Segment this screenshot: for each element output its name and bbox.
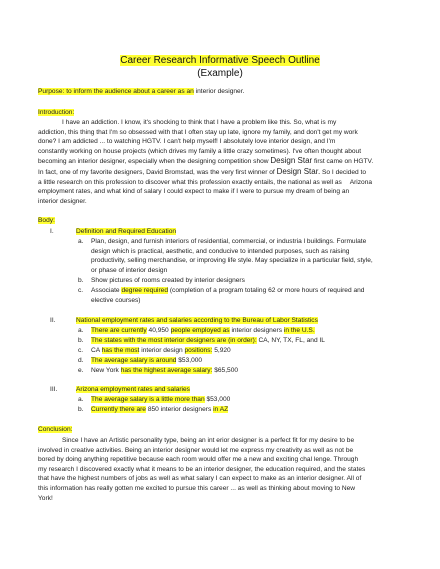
intro-line-9: interior designer.	[38, 197, 87, 205]
intro-line-4: constantly working on house projects (which drives my family a little crazy sometimes). I've often thought about	[38, 147, 362, 155]
item-line: productivity, selling merchandise, or improving life style. May specialize in a particular field, style,	[91, 257, 373, 265]
item-text: 850 interior designers	[147, 406, 212, 413]
document-title	[0, 54, 440, 80]
item-letter: a.	[78, 396, 84, 403]
conclusion-line-7: York!	[38, 494, 53, 502]
show-name-design-star: Design Star	[270, 156, 313, 166]
item-letter: b.	[78, 406, 84, 413]
conclusion-line-5: that have the highest numbers of jobs as well as what salary I can expect to make as an interior designer. All of	[38, 475, 362, 483]
intro-line-5a: becoming an interior designer, especially when the designing competition show	[38, 158, 269, 166]
item-highlight: There are currently	[91, 327, 147, 334]
item-highlight: The average salary is around	[91, 357, 177, 364]
item-text: 5,920	[214, 347, 231, 354]
section-3-item-a	[78, 395, 407, 405]
item-highlight: positions:	[184, 347, 213, 354]
item-text: 40,950	[148, 327, 169, 334]
section-1-heading	[50, 227, 406, 237]
section-1-item-b	[78, 276, 407, 286]
conclusion-line-1: Since I have an Artistic personality type, being an int erior designer is a perfect fit for my desire to be	[62, 437, 355, 444]
item-highlight: The states with the most interior designers are (in order):	[91, 337, 257, 344]
section-3-title: Arizona employment rates and salaries	[76, 386, 190, 393]
purpose-value: interior designer.	[195, 88, 245, 95]
section-2-title: National employment rates and salaries according to the Bureau of Labor Statistics	[76, 317, 318, 324]
intro-line-6a: In fact, one of my favorite designers, David Bromstad, was the very first winner of	[38, 168, 275, 176]
intro-line-7b: Arizona	[349, 178, 373, 186]
item-highlight: has the most	[101, 347, 140, 354]
item-highlight: degree required	[121, 287, 168, 294]
item-highlight: in the U.S.	[283, 327, 315, 334]
item-letter: a.	[78, 327, 84, 334]
item-text: $65,500	[214, 367, 239, 374]
section-2-item-b	[78, 336, 407, 346]
item-letter: c.	[78, 347, 84, 354]
item-text: CA	[91, 347, 100, 354]
intro-line-5b: first came on HGTV.	[314, 158, 374, 166]
item-text: $53,000	[178, 357, 203, 364]
item-text: CA, NY, TX, FL, and IL	[258, 337, 325, 344]
item-text: Associate	[91, 287, 120, 294]
item-highlight: The average salary is a little more than	[91, 396, 205, 403]
section-2-numeral: II.	[50, 317, 56, 324]
show-name-design-star-2: Design Star.	[276, 166, 321, 176]
intro-line-6	[38, 167, 408, 178]
item-text: New York	[91, 367, 119, 374]
conclusion-heading-text: Conclusion:	[38, 426, 73, 433]
item-line: Plan, design, and furnish interiors of residential, commercial, or industria l buildings. Formulate	[91, 238, 367, 245]
title-line-2: (Example)	[197, 68, 243, 79]
item-letter: c.	[78, 287, 84, 294]
conclusion-line-2: involved in creative activities. Being an interior designer would let me express my creativity as well as not be	[38, 446, 354, 454]
item-letter: a.	[78, 238, 84, 245]
introduction-heading	[38, 108, 410, 118]
intro-line-6b: So I decided to	[322, 168, 367, 176]
item-text: $53,000	[206, 396, 231, 403]
conclusion-line-6: this information has really gotten me excited to pursue this career ... as well as thinking about moving to New	[38, 484, 356, 492]
section-2-item-c	[78, 346, 407, 356]
conclusion-paragraph	[38, 436, 408, 503]
section-3-numeral: III.	[50, 386, 58, 393]
item-letter: d.	[78, 357, 84, 364]
item-line	[91, 286, 407, 296]
intro-line-1: I have an addiction. I know, it's shocking to think that I have a problem like this. So, what is my	[62, 119, 337, 126]
intro-line-3: done? I am addicted ... to watching HGTV. I can't help myself! I absolutely love interior design, and I'm	[38, 138, 336, 146]
item-highlight: people employed as	[170, 327, 230, 334]
intro-line-8: employment rates, and what kind of salary I could expect to make if I were to pursue my dream of being an	[38, 188, 350, 196]
intro-line-2: addiction, this thing that I'm so obsessed with that I often stay up late, ignore my family, and don't get my work	[38, 128, 358, 136]
body-heading-text: Body:	[38, 217, 55, 224]
item-text: interior designers	[231, 327, 283, 334]
item-text: interior design	[141, 347, 183, 354]
item-highlight: in AZ	[213, 406, 229, 413]
introduction-heading-text: Introduction:	[38, 109, 75, 116]
section-1-title: Definition and Required Education	[76, 228, 177, 235]
conclusion-heading	[38, 425, 410, 435]
item-highlight: has the highest average salary:	[120, 367, 213, 374]
item-text: (completion of a program totaling 62 or more hours of required and	[169, 287, 365, 294]
purpose-label: Purpose: to inform the audience about a career as an	[38, 88, 194, 95]
item-line: design which is practical, aesthetic, and conducive to intended purposes, such as raising	[91, 247, 350, 255]
section-1-numeral: I.	[50, 228, 54, 235]
intro-line-5	[38, 156, 408, 167]
item-line: Show pictures of rooms created by interior designers	[91, 277, 245, 284]
intro-line-7a: a little research on this profession to discover what this profession exactly entails, the national as well as	[38, 178, 342, 186]
title-line-1: Career Research Informative Speech Outline	[120, 55, 320, 66]
section-3-heading	[50, 385, 406, 395]
section-2-item-e	[78, 366, 407, 376]
intro-line-7	[38, 178, 408, 188]
item-highlight: Currently there are	[91, 406, 146, 413]
conclusion-line-4: my research I discovered exactly what it means to be an interior designer, the education required, and the states	[38, 465, 366, 473]
item-line: or phase of interior design	[91, 266, 168, 274]
section-1-item-c	[78, 286, 407, 305]
conclusion-line-3: bored by doing anything repetitive because each room would offer me a new and exciting chal lenge. Through	[38, 456, 359, 464]
section-2-item-a	[78, 326, 407, 336]
section-2-heading	[50, 316, 406, 326]
introduction-paragraph	[38, 118, 408, 206]
item-letter: b.	[78, 277, 84, 284]
section-3-item-b	[78, 405, 407, 415]
item-line: elective courses)	[91, 296, 141, 304]
purpose-line	[38, 87, 410, 97]
section-2-item-d	[78, 356, 407, 366]
item-letter: e.	[78, 367, 84, 374]
body-heading	[38, 216, 410, 226]
item-letter: b.	[78, 337, 84, 344]
section-1-item-a	[78, 237, 407, 275]
